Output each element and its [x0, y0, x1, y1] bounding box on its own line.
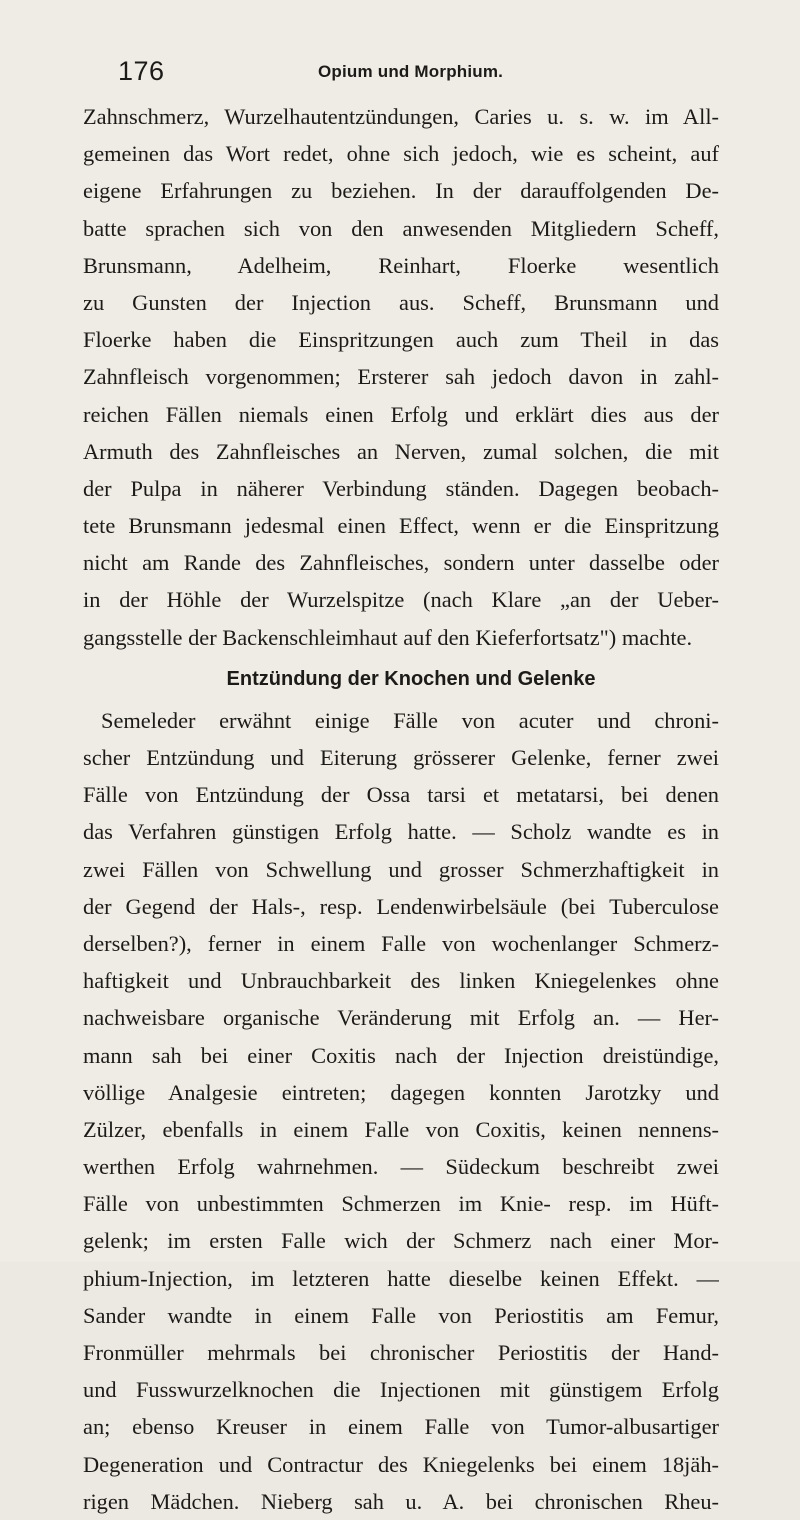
- text-line: zwei Fällen von Schwellung und grosser Schmerzhaftigkeit in: [83, 856, 719, 882]
- text-line: zu Gunsten der Injection aus. Scheff, Brunsmann und: [83, 289, 719, 315]
- text-line: und Fusswurzelknochen die Injectionen mit günstigem Erfolg: [83, 1377, 719, 1403]
- text-line: phium-Injection, im letzteren hatte dieselbe keinen Effekt. —: [83, 1265, 719, 1291]
- text-line: werthen Erfolg wahrnehmen. — Südeckum beschreibt zwei: [83, 1154, 719, 1180]
- text-line: Fälle von unbestimmten Schmerzen im Knie- resp. im Hüft-: [83, 1191, 719, 1217]
- text-line: Zahnschmerz, Wurzelhautentzündungen, Caries u. s. w. im All-: [83, 104, 719, 129]
- text-line: batte sprachen sich von den anwesenden Mitgliedern Scheff,: [83, 215, 719, 241]
- text-line: Sander wandte in einem Falle von Periostitis am Femur,: [83, 1302, 719, 1328]
- body-text: [83, 98, 719, 1520]
- text-line: gelenk; im ersten Falle wich der Schmerz nach einer Mor-: [83, 1228, 719, 1254]
- text-line: nachweisbare organische Veränderung mit Erfolg an. — Her-: [83, 1005, 719, 1031]
- text-line: scher Entzündung und Eiterung grösserer Gelenke, ferner zwei: [83, 745, 719, 770]
- text-line: an; ebenso Kreuser in einem Falle von Tumor-albusartiger: [83, 1414, 719, 1440]
- text-line: reichen Fällen niemals einen Erfolg und erklärt dies aus der: [83, 401, 719, 427]
- text-line: das Verfahren günstigen Erfolg hatte. — Scholz wandte es in: [83, 819, 719, 845]
- text-line: Degeneration und Contractur des Kniegelenks bei einem 18jäh-: [83, 1451, 719, 1477]
- text-line: Fronmüller mehrmals bei chronischer Periostitis der Hand-: [83, 1340, 719, 1365]
- page-number: 176: [118, 56, 165, 86]
- text-line: nicht am Rande des Zahnfleisches, sondern unter dasselbe oder: [83, 550, 719, 576]
- text-line: Armuth des Zahnfleisches an Nerven, zumal solchen, die mit: [83, 438, 719, 464]
- text-line: Zahnfleisch vorgenommen; Ersterer sah jedoch davon in zahl-: [83, 364, 719, 390]
- text-line: gemeinen das Wort redet, ohne sich jedoch, wie es scheint, auf: [83, 141, 719, 167]
- text-line: gangsstelle der Backenschleimhaut auf den Kieferfortsatz") machte.: [83, 624, 693, 650]
- text-line: derselben?), ferner in einem Falle von wochenlanger Schmerz-: [83, 930, 719, 956]
- text-line: in der Höhle der Wurzelspitze (nach Klare „an der Ueber-: [83, 587, 719, 613]
- text-line: der Pulpa in näherer Verbindung ständen. Dagegen beobach-: [83, 475, 719, 501]
- text-line: der Gegend der Hals-, resp. Lendenwirbelsäule (bei Tuberculose: [83, 893, 719, 919]
- text-line: mann sah bei einer Coxitis nach der Injection dreistündige,: [83, 1042, 719, 1068]
- text-line: Zülzer, ebenfalls in einem Falle von Coxitis, keinen nennens-: [83, 1116, 719, 1142]
- text-line: völlige Analgesie eintreten; dagegen konnten Jarotzky und: [83, 1079, 719, 1105]
- text-line: eigene Erfahrungen zu beziehen. In der darauffolgenden De-: [83, 178, 719, 204]
- running-title: Opium und Morphium.: [318, 62, 504, 81]
- text-line: Semeleder erwähnt einige Fälle von acuter und chroni-: [101, 707, 719, 733]
- text-line: haftigkeit und Unbrauchbarkeit des linken Kniegelenkes ohne: [83, 968, 719, 994]
- text-line: tete Brunsmann jedesmal einen Effect, wenn er die Einspritzung: [83, 513, 719, 539]
- text-line: Fälle von Entzündung der Ossa tarsi et metatarsi, bei denen: [83, 782, 719, 808]
- paragraph-1: [83, 98, 719, 656]
- text-line: Floerke haben die Einspritzungen auch zum Theil in das: [83, 327, 719, 353]
- paragraph-2: [83, 702, 719, 1520]
- text-line: rigen Mädchen. Nieberg sah u. A. bei chronischen Rheu-: [83, 1488, 719, 1514]
- text-line: Brunsmann, Adelheim, Reinhart, Floerke wesentlich: [83, 252, 719, 278]
- section-heading: Entzündung der Knochen und Gelenke: [226, 667, 596, 690]
